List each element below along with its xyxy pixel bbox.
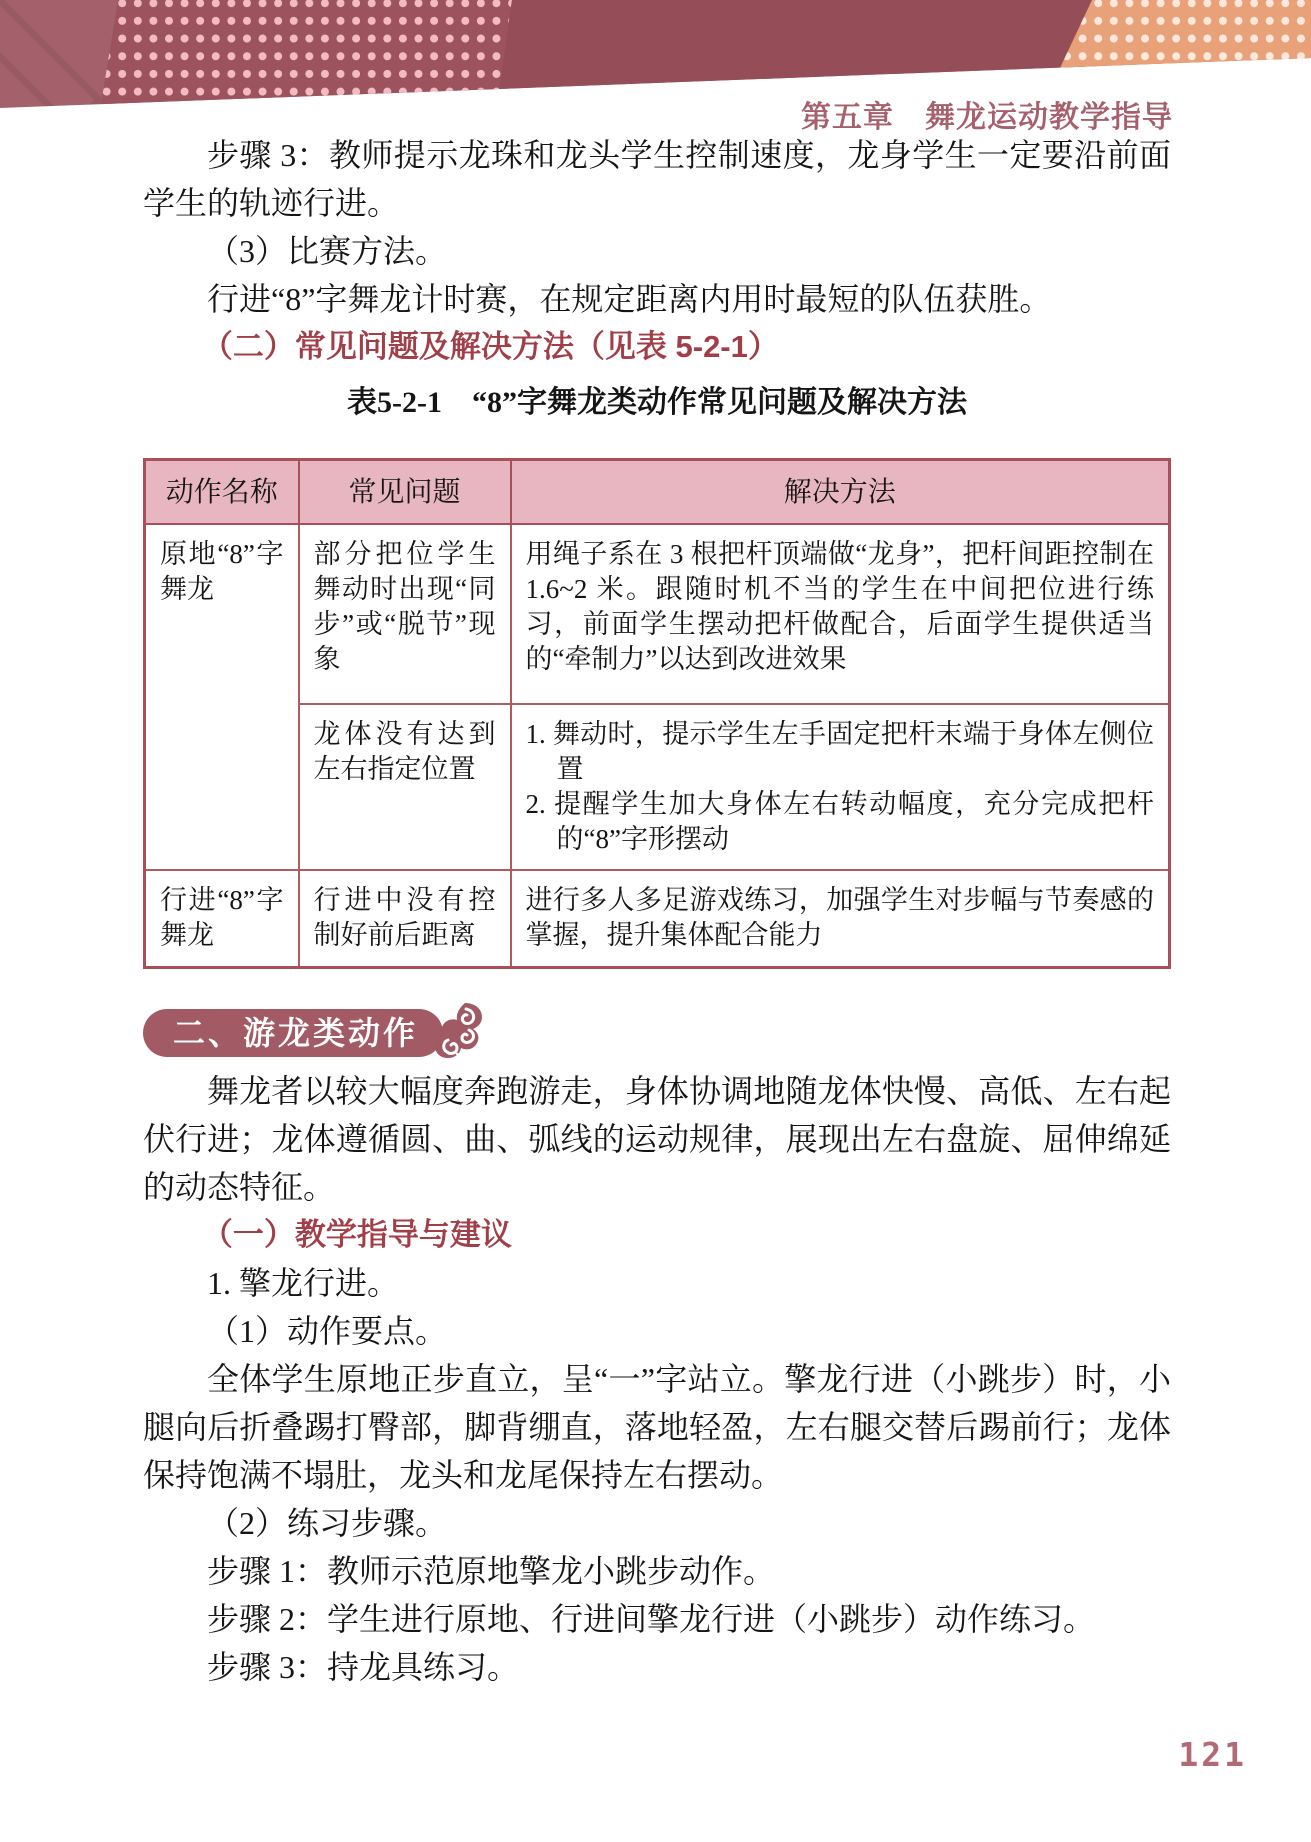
page-number: 121 (1178, 1735, 1247, 1774)
solution-item-1: 1. 舞动时，提示学生左手固定把杆末端于身体左侧位置 (525, 719, 1154, 784)
paragraph-point1-label: （1）动作要点。 (207, 1312, 448, 1349)
paragraph-step3: 步骤 3：教师提示龙珠和龙头学生控制速度，龙身学生一定要沿前面学生的轨迹行进。 (143, 137, 1171, 221)
paragraph-contest-label: （3）比赛方法。 (207, 233, 448, 269)
heading-problems: （二）常见问题及解决方法（见表 5-2-1） (201, 329, 779, 364)
paragraph-item1: 1. 擎龙行进。 (207, 1264, 400, 1301)
paragraph-point1-text: 全体学生原地正步直立，呈“一”字站立。擎龙行进（小跳步）时，小腿向后折叠踢打臀部，脚背绷直，落地轻盈，左右腿交替后踢前行；龙体保持饱满不塌肚，龙头和龙尾保持左右摆动。 (143, 1360, 1171, 1493)
cell-problem-3: 行进中没有控制好前后距离 (299, 870, 511, 967)
cell-action-inplace: 原地“8”字舞龙 (145, 524, 299, 870)
paragraph-step1: 步骤 1：教师示范原地擎龙小跳步动作。 (207, 1552, 776, 1589)
cloud-flourish-icon (435, 1002, 489, 1064)
cell-problem-1: 部分把位学生舞动时出现“同步”或“脱节”现象 (299, 524, 511, 704)
table-row (145, 870, 1170, 967)
chapter-header: 第五章 舞龙运动教学指导 (801, 101, 1173, 134)
heading-guidance: （一）教学指导与建议 (201, 1216, 512, 1252)
paragraph-step2: 步骤 2：学生进行原地、行进间擎龙行进（小跳步）动作练习。 (207, 1600, 1096, 1637)
table-row (145, 704, 1170, 870)
paragraph-step3-s2: 步骤 3：持龙具练习。 (207, 1648, 520, 1685)
paragraph-intro: 舞龙者以较大幅度奔跑游走，身体协调地随龙体快慢、高低、左右起伏行进；龙体遵循圆、曲、弧线的运动规律，展现出左右盘旋、屈伸绵延的动态特征。 (143, 1072, 1171, 1205)
cell-solution-3: 进行多人多足游戏练习，加强学生对步幅与节奏感的掌握，提升集体配合能力 (511, 870, 1170, 967)
table-row (145, 524, 1170, 704)
header-cell-solution: 解决方法 (511, 460, 1170, 525)
problems-table (143, 458, 1171, 969)
cell-solution-2 (511, 704, 1170, 870)
table-caption: 表5-2-1 “8”字舞龙类动作常见问题及解决方法 (347, 386, 967, 419)
solution-item-2: 2. 提醒学生加大身体左右转动幅度，充分完成把杆的“8”字形摆动 (525, 789, 1154, 854)
paragraph-point2-label: （2）练习步骤。 (207, 1504, 448, 1541)
section-title: 二、游龙类动作 (173, 1014, 419, 1051)
header-cell-problem: 常见问题 (299, 460, 511, 525)
page-content (143, 131, 1171, 1691)
pink-dots-pattern (100, 0, 512, 110)
table-header-row (145, 460, 1170, 525)
cell-action-marching: 行进“8”字舞龙 (145, 870, 299, 967)
paragraph-contest: 行进“8”字舞龙计时赛，在规定距离内用时最短的队伍获胜。 (207, 281, 1052, 317)
cell-problem-2: 龙体没有达到左右指定位置 (299, 704, 511, 870)
section-title-banner (143, 1009, 443, 1057)
header-cell-action: 动作名称 (145, 460, 299, 525)
cell-solution-1: 用绳子系在 3 根把杆顶端做“龙身”，把杆间距控制在 1.6~2 米。跟随时机不当的学生在中间把位进行练习，前面学生摆动把杆做配合，后面学生提供适当的“牵制力”以达到改进效果 (511, 524, 1170, 704)
